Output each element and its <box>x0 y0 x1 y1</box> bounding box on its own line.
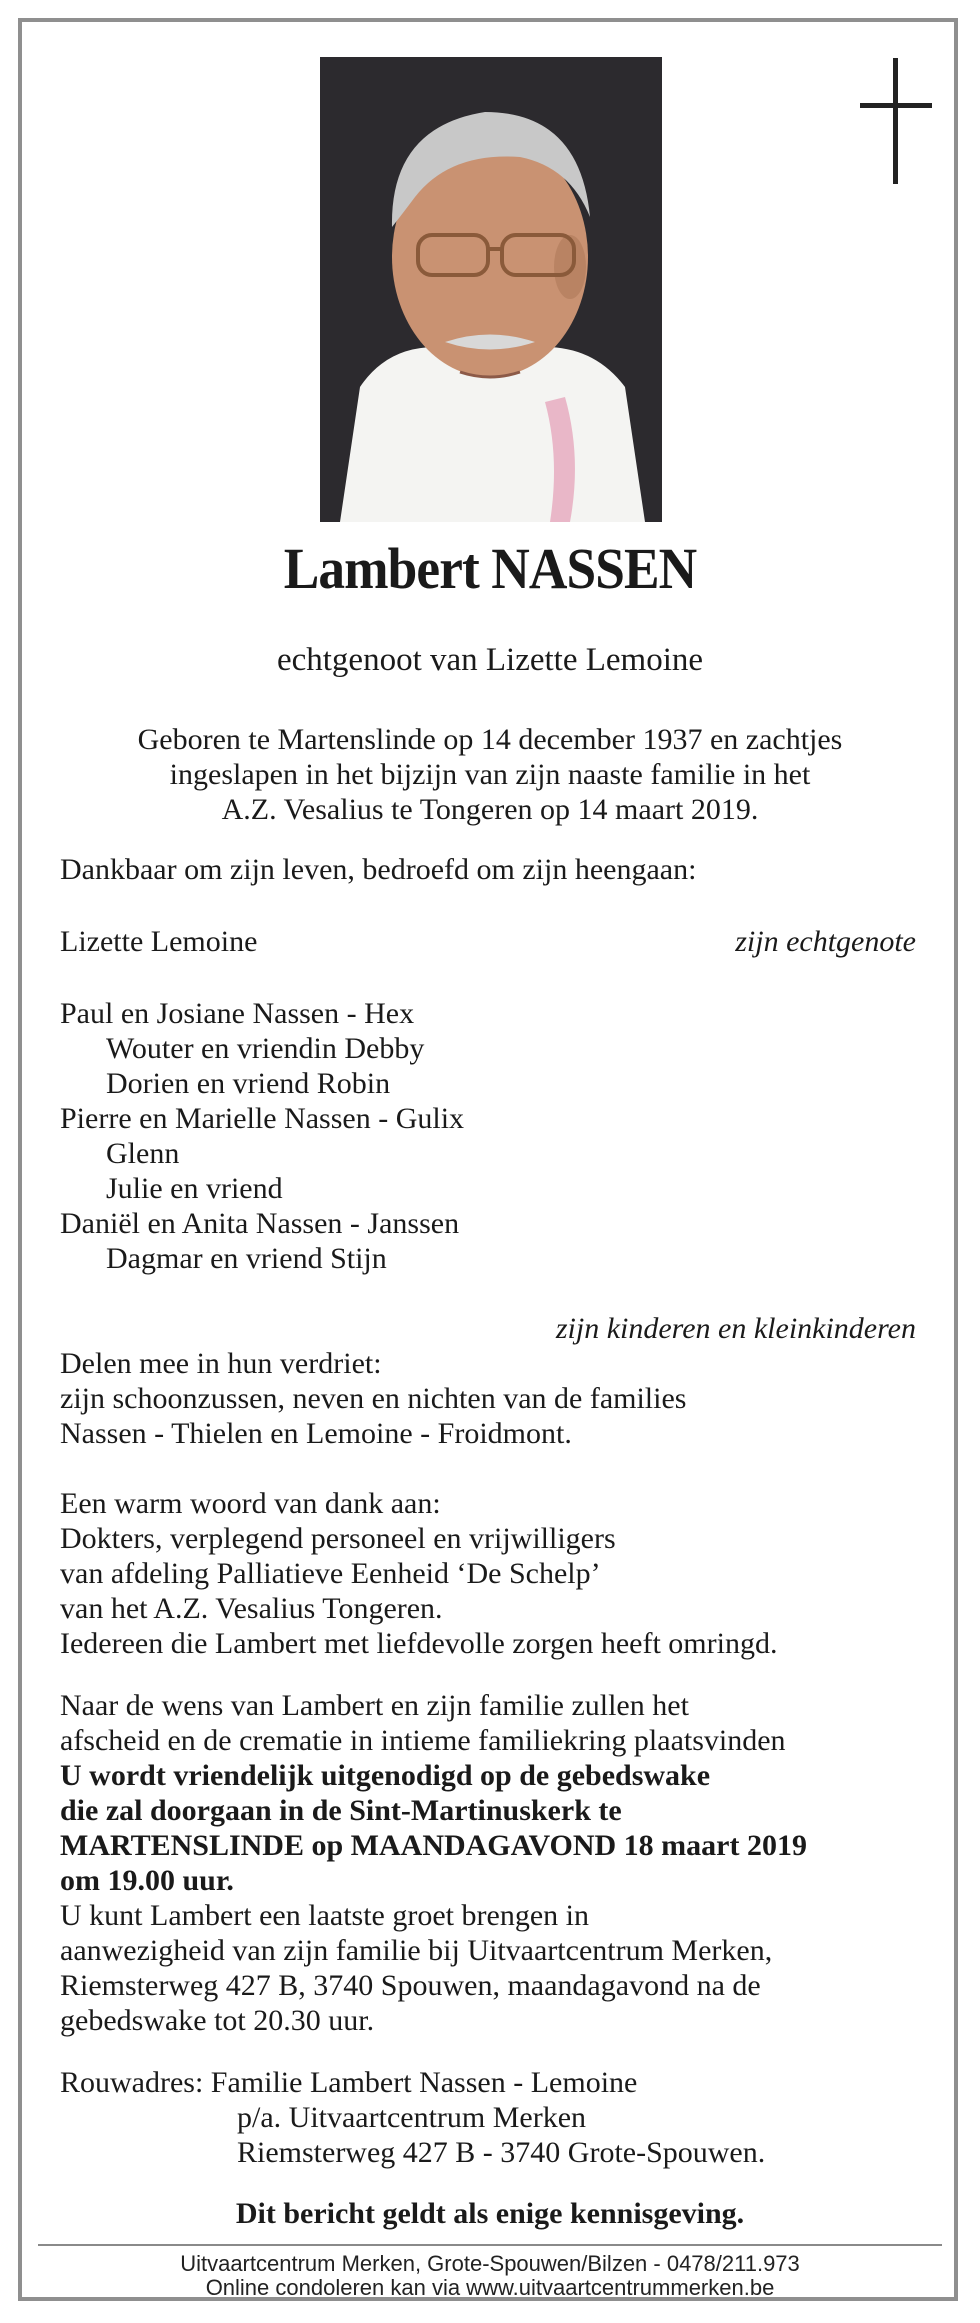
thanks-line: van het A.Z. Vesalius Tongeren. <box>60 1592 443 1625</box>
spouse-subtitle: echtgenoot van Lizette Lemoine <box>276 642 704 678</box>
family-member: Pierre en Marielle Nassen - Gulix <box>60 1102 465 1135</box>
footer-contact: Uitvaartcentrum Merken, Grote-Spouwen/Bilzen - 0478/211.973 <box>180 2251 800 2276</box>
thanks-line: Een warm woord van dank aan: <box>60 1487 441 1520</box>
footer-divider <box>38 2244 942 2246</box>
cross-icon <box>858 58 934 188</box>
vigil-line: MARTENSLINDE op MAANDAGAVOND 18 maart 2019 <box>60 1829 807 1862</box>
intro-line: A.Z. Vesalius te Tongeren op 14 maart 2019. <box>221 793 759 826</box>
farewell-line: Riemsterweg 427 B, 3740 Spouwen, maandagavond na de <box>60 1969 761 2002</box>
vigil-line: om 19.00 uur. <box>60 1864 234 1897</box>
family-role: zijn kinderen en kleinkinderen <box>555 1312 916 1345</box>
family-member: Dorien en vriend Robin <box>106 1067 391 1100</box>
farewell-line: U kunt Lambert een laatste groet brengen in <box>60 1899 589 1932</box>
gratitude-line: Dankbaar om zijn leven, bedroefd om zijn heengaan: <box>60 853 697 886</box>
birth-death-intro <box>0 722 980 827</box>
intro-line: Geboren te Martenslinde op 14 december 1937 en zachtjes <box>137 723 843 756</box>
family-member: Dagmar en vriend Stijn <box>106 1242 387 1275</box>
address-line: Riemsterweg 427 B - 3740 Grote-Spouwen. <box>237 2136 766 2169</box>
deceased-name: Lambert NASSEN <box>283 536 697 601</box>
family-member: Wouter en vriendin Debby <box>106 1032 425 1065</box>
portrait-photo <box>320 57 662 522</box>
vigil-line: die zal doorgaan in de Sint-Martinuskerk te <box>60 1794 622 1827</box>
footer-website: Online condoleren kan via www.uitvaartcentrummerken.be <box>205 2275 775 2300</box>
family-member: Glenn <box>106 1137 180 1170</box>
family-member: Daniël en Anita Nassen - Janssen <box>60 1207 460 1240</box>
farewell-line: aanwezigheid van zijn familie bij Uitvaartcentrum Merken, <box>60 1934 773 1967</box>
intro-line: ingeslapen in het bijzijn van zijn naaste familie in het <box>169 758 811 791</box>
spouse-name: Lizette Lemoine <box>60 925 258 958</box>
share-grief-line: zijn schoonzussen, neven en nichten van de families <box>60 1382 687 1415</box>
family-member: Julie en vriend <box>106 1172 283 1205</box>
address-label: Rouwadres: Familie Lambert Nassen - Lemoine <box>60 2066 638 2099</box>
spouse-role: zijn echtgenote <box>735 925 916 958</box>
address-line: p/a. Uitvaartcentrum Merken <box>237 2101 587 2134</box>
farewell-line: gebedswake tot 20.30 uur. <box>60 2004 375 2037</box>
notice-text: Dit bericht geldt als enige kennisgeving. <box>235 2197 745 2230</box>
funeral-line: afscheid en de crematie in intieme familiekring plaatsvinden <box>60 1724 786 1757</box>
share-grief-line: Delen mee in hun verdriet: <box>60 1347 382 1380</box>
share-grief-line: Nassen - Thielen en Lemoine - Froidmont. <box>60 1417 572 1450</box>
family-member: Paul en Josiane Nassen - Hex <box>60 997 415 1030</box>
thanks-line: Iedereen die Lambert met liefdevolle zorgen heeft omringd. <box>60 1627 778 1660</box>
thanks-line: Dokters, verplegend personeel en vrijwilligers <box>60 1522 616 1555</box>
vigil-line: U wordt vriendelijk uitgenodigd op de gebedswake <box>60 1759 711 1792</box>
funeral-line: Naar de wens van Lambert en zijn familie zullen het <box>60 1689 689 1722</box>
thanks-line: van afdeling Palliatieve Eenheid ‘De Schelp’ <box>60 1557 601 1590</box>
